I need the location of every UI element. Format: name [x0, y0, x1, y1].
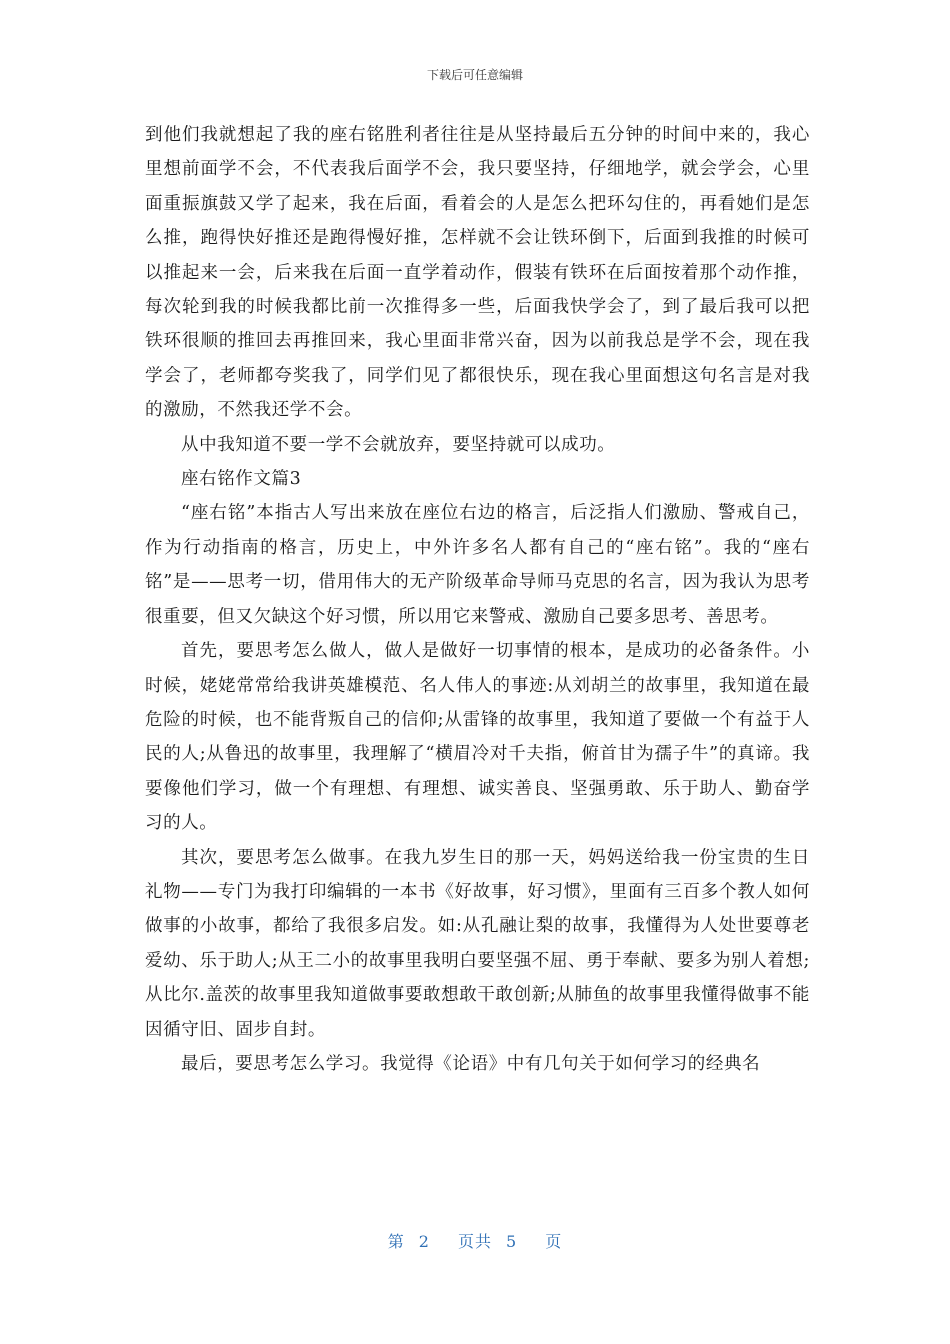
paragraph-1: 到他们我就想起了我的座右铭胜利者往往是从坚持最后五分钟的时间中来的，我心里想前面学不会，不代表我后面学不会，我只要坚持，仔细地学，就会学会，心里面重振旗鼓又学了起来，我在后面，看着会的人是怎么把环勾住的，再看她们是怎么推，跑得快好推还是跑得慢好推，怎样就不会让铁环倒下，后面到我推的时候可以推起来一会，后来我在后面一直学着动作，假装有铁环在后面按着那个动作推，每次轮到我的时候我都比前一次推得多一些，后面我快学会了，到了最后我可以把铁环很顺的推回去再推回来，我心里面非常兴奋，因为以前我总是学不会，现在我学会了，老师都夸奖我了，同学们见了都很快乐，现在我心里面想这句名言是对我的激励，不然我还学不会。 — [145, 125, 810, 421]
page-header: 下载后可任意编辑 — [426, 68, 523, 82]
paragraph-5: 其次，要思考怎么做事。在我九岁生日的那一天，妈妈送给我一份宝贵的生日礼物——专门为我打印编辑的一本书《好故事，好习惯》，里面有三百多个教人如何做事的小故事，都给了我很多启发。如:从孔融让梨的故事，我懂得为人处世要尊老爱幼、乐于助人;从王二小的故事里我明白要坚强不屈、勇于奉献、要多为别人着想;从比尔.盖茨的故事里我知道做事要敢想敢干敢创新;从肺鱼的故事里我懂得做事不能因循守旧、固步自封。 — [145, 847, 810, 1040]
page-footer — [0, 1229, 950, 1252]
footer-page-number: 2 — [418, 1232, 430, 1251]
footer-prefix: 第 — [387, 1232, 405, 1251]
paragraph-6: 最后，要思考怎么学习。我觉得《论语》中有几句关于如何学习的经典名 — [181, 1053, 761, 1074]
section-heading: 座右铭作文篇3 — [181, 469, 302, 490]
footer-total-pages: 5 — [506, 1232, 518, 1251]
paragraph-4: 首先，要思考怎么做人，做人是做好一切事情的根本，是成功的必备条件。小时候，姥姥常常给我讲英雄模范、名人伟人的事迹:从刘胡兰的故事里，我知道在最危险的时候，也不能背叛自己的信仰;从雷锋的故事里，我知道了要做一个有益于人民的人;从鲁迅的故事里，我理解了“横眉冷对千夫指，俯首甘为孺子牛”的真谛。我要像他们学习，做一个有理想、有理想、诚实善良、坚强勇敢、乐于助人、勤奋学习的人。 — [145, 641, 810, 834]
footer-suffix: 页 — [545, 1232, 563, 1251]
footer-middle: 页共 — [457, 1232, 492, 1251]
paragraph-3: “座右铭”本指古人写出来放在座位右边的格言，后泛指人们激励、警戒自己，作为行动指南的格言，历史上，中外许多名人都有自己的“座右铭”。我的“座右铭”是——思考一切，借用伟大的无产阶级革命导师马克思的名言，因为我认为思考很重要，但又欠缺这个好习惯，所以用它来警戒、激励自己要多思考、善思考。 — [145, 503, 810, 627]
document-body — [145, 118, 810, 1081]
paragraph-2: 从中我知道不要一学不会就放弃，要坚持就可以成功。 — [181, 434, 616, 455]
